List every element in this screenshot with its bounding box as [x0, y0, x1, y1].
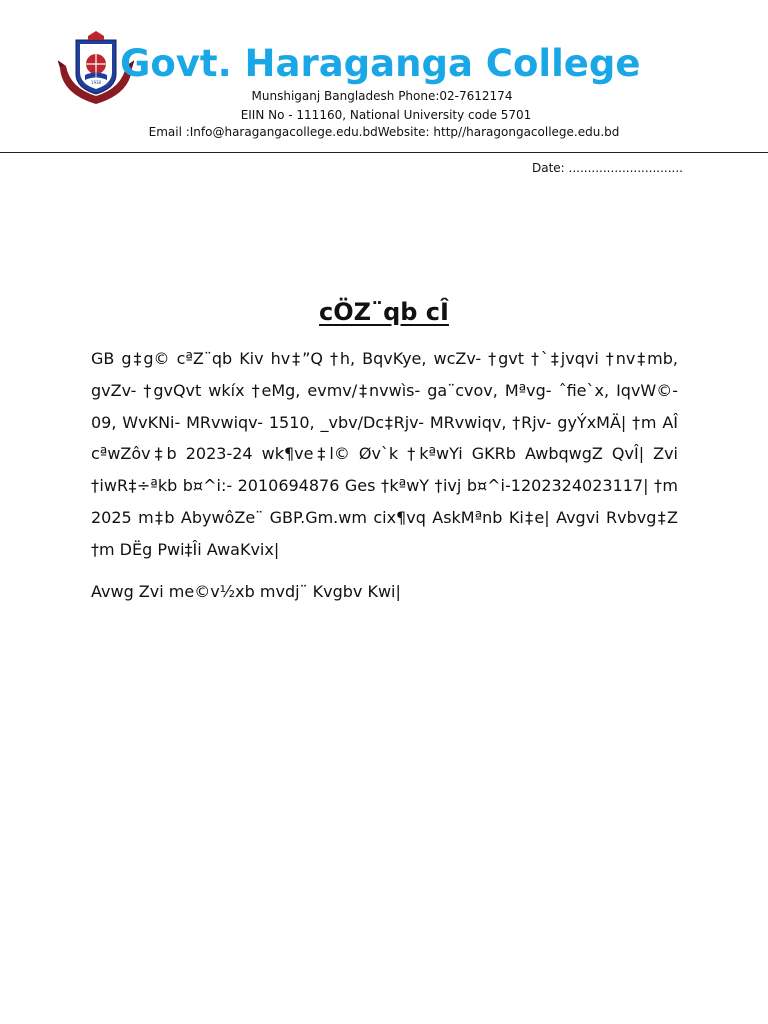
svg-text:1938: 1938 [90, 80, 102, 85]
closing-line: Avwg Zvi me©v½xb mvdj¨ Kvgbv Kwi| [91, 582, 401, 601]
document-title: cÖZ¨qb cÎ [319, 298, 449, 326]
letterhead [0, 0, 768, 153]
certificate-body-paragraph: GB g‡g© cªZ¨qb Kiv hv‡”Q †h, BqvKye, wcZv- †gvt †`‡jvqvi †nv‡mb, gvZv- †gvQvt wkíx †eMg, evmv/‡nvwìs- ga¨cvov, Mªvg- ˆfie`x, IqvW©- 09, WvKNi- MRvwiqv- 1510, _vbv/Dc‡Rjv- MRvwiqv, †Rjv- gyÝxMÄ| †m AÎ cªwZôv‡b 2023-24 wk¶ve‡l© Øv`k †kªwYi GKRb AwbqwgZ QvÎ| Zvi †iwR‡÷ªkb b¤^i:- 2010694876 Ges †kªwY †ivj b¤^i-1202324023117| †m 2025 m‡b AbywôZe¨ GBP.Gm.wm cix¶vq AskMªnb Ki‡e| Avgvi Rvbvg‡Z †m DËg Pwi‡Îi AwaKvix| [91, 349, 678, 559]
address-phone-line: Munshiganj Bangladesh Phone:02-7612174 [251, 89, 513, 103]
college-name: Govt. Haraganga College [120, 42, 641, 85]
letterhead-divider [0, 152, 768, 153]
eiin-code-line: EIIN No - 111160, National University code 5701 [240, 108, 532, 122]
email-website-line: Email :Info@haragangacollege.edu.bdWebsite: http//haragongacollege.edu.bd [148, 125, 620, 139]
date-field: Date: .............................. [532, 161, 683, 175]
